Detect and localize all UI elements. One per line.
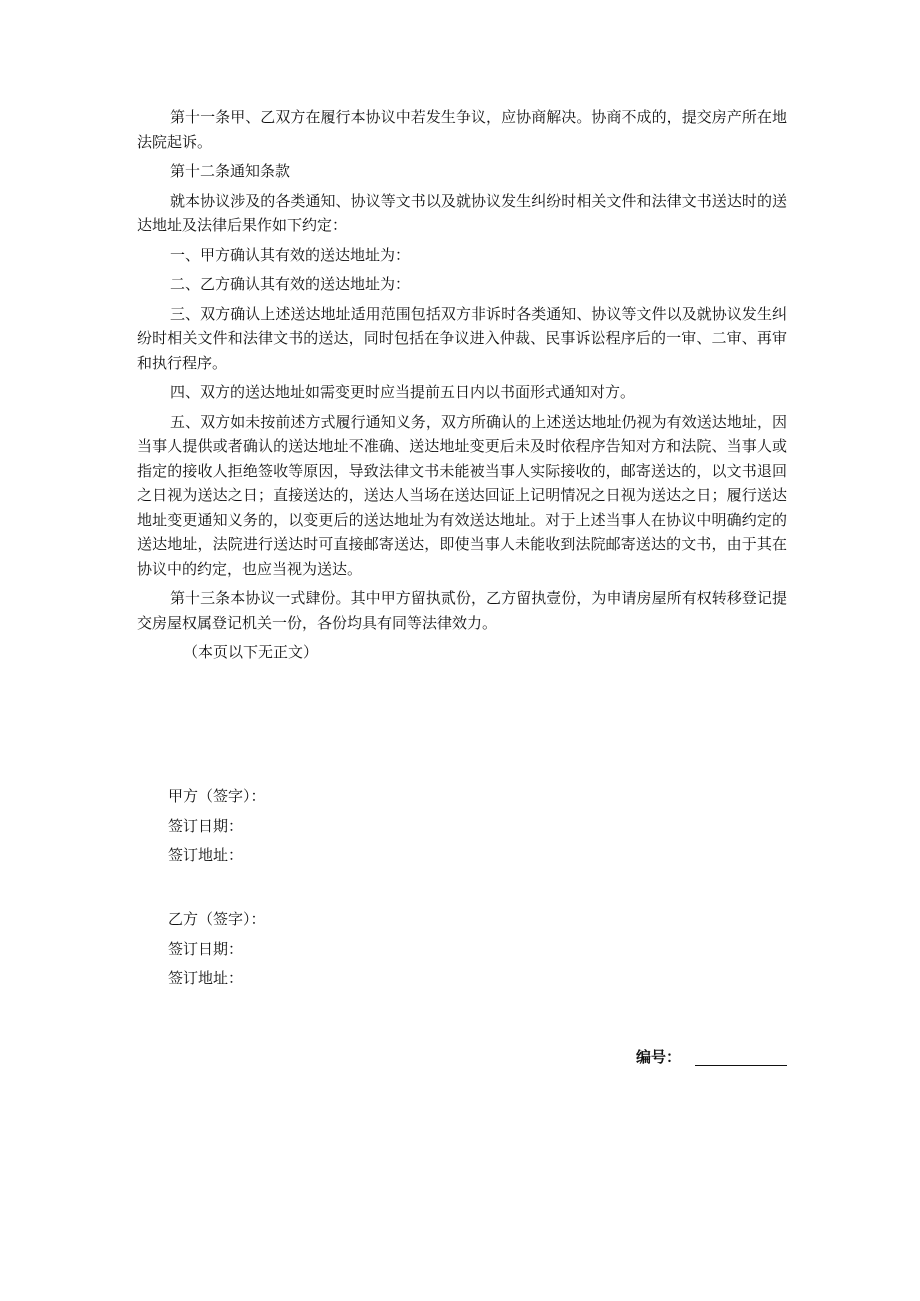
clause-scope: 三、双方确认上述送达地址适用范围包括双方非诉时各类通知、协议等文件以及就协议发生纠纷时相关文件和法律文书的送达，同时包括在争议进入仲裁、民事诉讼程序后的一审、二审、再审和执行程序。 [137,304,787,372]
clause-party-a-address: 一、甲方确认其有效的送达地址为： [170,245,411,264]
article-12-intro: 就本协议涉及的各类通知、协议等文书以及就协议发生纠纷时相关文件和法律文书送达时的送达地址及法律后果作如下约定： [137,191,787,234]
article-12-heading: 第十二条通知条款 [170,162,291,180]
party-a-address-label: 签订地址： [168,846,244,864]
no-text-remark: （本页以下无正文） [183,643,319,661]
clause-consequences: 五、双方如未按前述方式履行通知义务，双方所确认的上述送达地址仍视为有效送达地址，因当事人提供或者确认的送达地址不准确、送达地址变更后未及时依程序告知对方和法院、当事人或指定的接收人拒绝签收等原因，导致法律文书未能被当事人实际接收的，邮寄送达的，以文书退回之日视为送达之日；直接送达的，送达人当场在送达回证上记明情况之日视为送达之日；履行送达地址变更通知义务的，以变更后的送达地址为有效送达地址。对于上述当事人在协议中明确约定的送达地址，法院进行送达时可直接邮寄送达，即使当事人未能收到法院邮寄送达的文书，由于其在协议中的约定，也应当视为送达。 [137,412,787,578]
party-a-signature-label: 甲方（签字）： [168,787,266,805]
article-13-copies: 第十三条本协议一式肆份。其中甲方留执贰份，乙方留执壹份，为申请房屋所有权转移登记提交房屋权属登记机关一份，各份均具有同等法律效力。 [137,589,787,632]
document-number-label: 编号： [636,1048,682,1066]
document-number [636,1045,787,1069]
party-b-address-label: 签订地址： [168,969,244,987]
clause-address-change: 四、双方的送达地址如需变更时应当提前五日内以书面形式通知对方。 [170,383,636,401]
document-number-blank [695,1047,787,1066]
party-b-signature-block [168,905,266,994]
party-a-date-label: 签订日期： [168,816,244,835]
party-b-date-label: 签订日期： [168,939,244,958]
article-11-dispute: 第十一条甲、乙双方在履行本协议中若发生争议，应协商解决。协商不成的，提交房产所在地法院起诉。 [137,108,787,151]
agreement-body [137,105,787,664]
party-b-signature-label: 乙方（签字）： [168,910,266,928]
clause-party-b-address: 二、乙方确认其有效的送达地址为： [170,275,411,293]
party-a-signature-block [168,782,266,871]
